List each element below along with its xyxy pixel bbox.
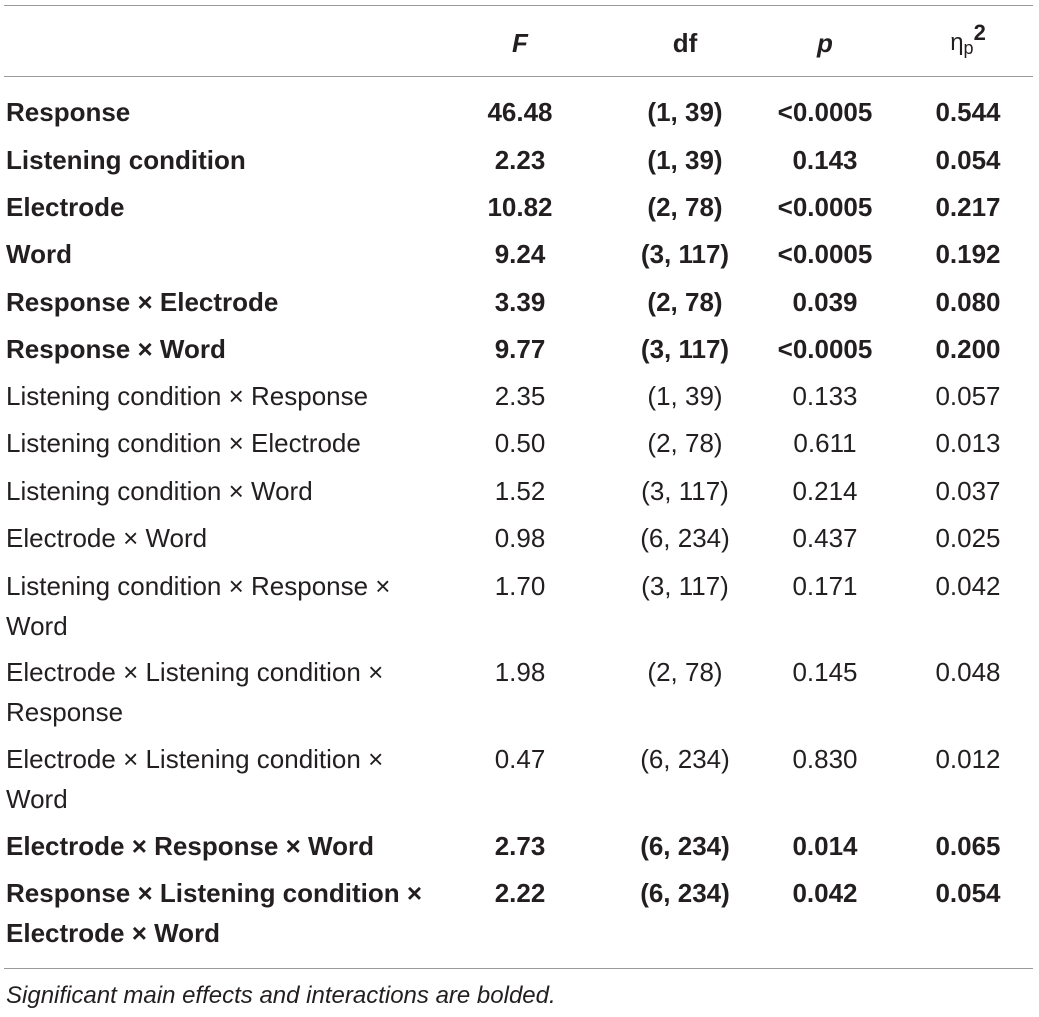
header-eta-sup: 2 bbox=[973, 20, 986, 45]
p-value-cell: <0.0005 bbox=[777, 239, 873, 269]
eta-value-cell: 0.012 bbox=[935, 744, 1001, 774]
f-value-cell: 0.98 bbox=[494, 523, 546, 553]
f-value-cell: 2.23 bbox=[494, 145, 546, 175]
effect-name-cell: Word bbox=[6, 239, 72, 269]
eta-value-cell: 0.037 bbox=[935, 476, 1001, 506]
eta-value-cell: 0.065 bbox=[935, 831, 1001, 861]
p-value-cell: 0.042 bbox=[792, 878, 858, 908]
f-value-cell: 46.48 bbox=[487, 97, 553, 127]
f-value-cell: 2.35 bbox=[494, 381, 546, 411]
effect-name-cell: Electrode × Listening condition × Response bbox=[6, 657, 384, 727]
p-value-cell: 0.143 bbox=[792, 145, 858, 175]
effect-name-cell: Electrode × Word bbox=[6, 523, 208, 553]
df-value-cell: (6, 234) bbox=[640, 523, 730, 553]
df-value-cell: (2, 78) bbox=[647, 657, 723, 687]
df-value-cell: (3, 117) bbox=[641, 571, 729, 601]
df-value-cell: (3, 117) bbox=[640, 334, 730, 364]
eta-value-cell: 0.013 bbox=[935, 428, 1001, 458]
eta-value-cell: 0.217 bbox=[935, 192, 1001, 222]
eta-value-cell: 0.054 bbox=[935, 878, 1001, 908]
p-value-cell: 0.014 bbox=[792, 831, 858, 861]
effect-name-cell: Response × Listening condition × Electrode × Word bbox=[6, 878, 423, 948]
df-value-cell: (6, 234) bbox=[640, 878, 730, 908]
effect-name-cell: Listening condition × Response × Word bbox=[6, 571, 391, 641]
effect-name-cell: Electrode bbox=[6, 192, 125, 222]
f-value-cell: 9.77 bbox=[494, 334, 546, 364]
f-value-cell: 1.98 bbox=[494, 657, 546, 687]
effect-name-cell: Electrode × Listening condition × Word bbox=[6, 744, 384, 814]
p-value-cell: 0.611 bbox=[793, 428, 857, 458]
f-value-cell: 0.47 bbox=[494, 744, 546, 774]
df-value-cell: (6, 234) bbox=[640, 744, 730, 774]
df-value-cell: (2, 78) bbox=[647, 287, 723, 317]
eta-value-cell: 0.057 bbox=[935, 381, 1001, 411]
df-value-cell: (1, 39) bbox=[647, 145, 723, 175]
p-value-cell: 0.133 bbox=[792, 381, 858, 411]
df-value-cell: (3, 117) bbox=[641, 476, 729, 506]
header-f: F bbox=[512, 28, 528, 58]
eta-value-cell: 0.192 bbox=[935, 239, 1001, 269]
df-value-cell: (2, 78) bbox=[647, 428, 723, 458]
eta-value-cell: 0.054 bbox=[935, 145, 1001, 175]
p-value-cell: 0.437 bbox=[792, 523, 858, 553]
f-value-cell: 1.70 bbox=[494, 571, 546, 601]
p-value-cell: 0.171 bbox=[792, 571, 858, 601]
table-footnote: Significant main effects and interactions are bolded. bbox=[6, 982, 556, 1009]
header-eta-symbol: η bbox=[950, 29, 964, 56]
effect-name-cell: Response × Word bbox=[6, 334, 226, 364]
effect-name-cell: Electrode × Response × Word bbox=[6, 831, 374, 861]
header-p: p bbox=[817, 28, 833, 58]
header-eta-sub: p bbox=[963, 38, 974, 58]
effect-name-cell: Listening condition × Response bbox=[6, 381, 369, 411]
f-value-cell: 2.73 bbox=[494, 831, 546, 861]
eta-value-cell: 0.048 bbox=[935, 657, 1001, 687]
f-value-cell: 10.82 bbox=[487, 192, 553, 222]
header-df: df bbox=[672, 28, 698, 58]
effect-name-cell: Response × Electrode bbox=[6, 287, 279, 317]
df-value-cell: (6, 234) bbox=[640, 831, 730, 861]
eta-value-cell: 0.544 bbox=[935, 97, 1001, 127]
f-value-cell: 3.39 bbox=[494, 287, 546, 317]
f-value-cell: 2.22 bbox=[494, 878, 546, 908]
effect-name-cell: Listening condition bbox=[6, 145, 246, 175]
p-value-cell: <0.0005 bbox=[777, 192, 873, 222]
f-value-cell: 0.50 bbox=[494, 428, 546, 458]
p-value-cell: 0.145 bbox=[792, 657, 858, 687]
f-value-cell: 1.52 bbox=[494, 476, 546, 506]
df-value-cell: (3, 117) bbox=[640, 239, 730, 269]
eta-value-cell: 0.025 bbox=[935, 523, 1001, 553]
p-value-cell: <0.0005 bbox=[777, 334, 873, 364]
eta-value-cell: 0.042 bbox=[935, 571, 1001, 601]
table-bottom-rule bbox=[4, 968, 1033, 969]
eta-value-cell: 0.080 bbox=[935, 287, 1001, 317]
eta-value-cell: 0.200 bbox=[935, 334, 1001, 364]
effect-name-cell: Listening condition × Word bbox=[6, 476, 313, 506]
p-value-cell: 0.039 bbox=[792, 287, 858, 317]
df-value-cell: (1, 39) bbox=[647, 381, 723, 411]
effect-name-cell: Listening condition × Electrode bbox=[6, 428, 361, 458]
effect-name-cell: Response bbox=[6, 97, 131, 127]
f-value-cell: 9.24 bbox=[494, 239, 546, 269]
p-value-cell: <0.0005 bbox=[777, 97, 873, 127]
df-value-cell: (1, 39) bbox=[647, 97, 723, 127]
p-value-cell: 0.214 bbox=[792, 476, 858, 506]
p-value-cell: 0.830 bbox=[792, 744, 858, 774]
df-value-cell: (2, 78) bbox=[647, 192, 723, 222]
